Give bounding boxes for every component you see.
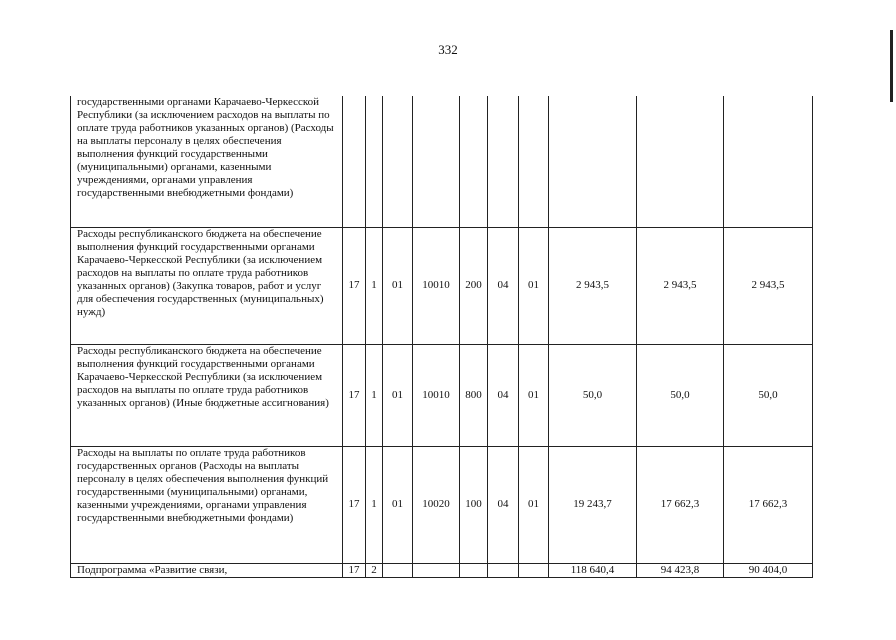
cell-amount-3: 50,0 <box>724 344 813 446</box>
cell-amount-1: 50,0 <box>549 344 637 446</box>
cell-amount-2: 94 423,8 <box>637 563 724 577</box>
page-number: 332 <box>438 42 458 57</box>
cell-amount-2: 17 662,3 <box>637 446 724 563</box>
cell-code-5 <box>460 96 488 227</box>
cell-code-5: 100 <box>460 446 488 563</box>
row-description: Подпрограмма «Развитие связи, <box>71 563 343 577</box>
cell-code-3: 01 <box>383 446 413 563</box>
row-description: Расходы на выплаты по оплате труда работников государственных органов (Расходы на выплаты персоналу в целях обеспечения выполнения функций государственными (муниципальными) органами, казенными учреждениями, органами управления государственными внебюджетными фондами) <box>71 446 343 563</box>
cell-amount-3: 90 404,0 <box>724 563 813 577</box>
row-description: Расходы республиканского бюджета на обеспечение выполнения функций государственными органами Карачаево-Черкесской Республики (за исключением расходов на выплаты по оплате труда работников указанных органов) (Иные бюджетные ассигнования) <box>71 344 343 446</box>
cell-amount-3: 2 943,5 <box>724 227 813 344</box>
table-row <box>71 344 813 446</box>
page-edge-mark <box>890 30 893 102</box>
cell-code-6: 04 <box>488 446 519 563</box>
cell-code-3 <box>383 563 413 577</box>
budget-table <box>70 96 813 578</box>
cell-code-5: 800 <box>460 344 488 446</box>
cell-amount-1: 118 640,4 <box>549 563 637 577</box>
cell-code-7: 01 <box>519 446 549 563</box>
table-row <box>71 96 813 227</box>
table-row <box>71 227 813 344</box>
cell-code-4 <box>413 96 460 227</box>
cell-code-6: 04 <box>488 344 519 446</box>
cell-code-4 <box>413 563 460 577</box>
cell-code-2: 1 <box>366 227 383 344</box>
cell-code-2: 1 <box>366 344 383 446</box>
cell-code-1: 17 <box>343 563 366 577</box>
cell-code-6 <box>488 563 519 577</box>
cell-code-2: 2 <box>366 563 383 577</box>
cell-code-7: 01 <box>519 344 549 446</box>
cell-code-1: 17 <box>343 344 366 446</box>
cell-amount-2: 50,0 <box>637 344 724 446</box>
cell-amount-3: 17 662,3 <box>724 446 813 563</box>
cell-amount-1: 2 943,5 <box>549 227 637 344</box>
table-row <box>71 446 813 563</box>
cell-amount-1 <box>549 96 637 227</box>
cell-code-1 <box>343 96 366 227</box>
cell-code-1: 17 <box>343 227 366 344</box>
row-description: Расходы республиканского бюджета на обеспечение выполнения функций государственными органами Карачаево-Черкесской Республики (за исключением расходов на выплаты по оплате труда работников указанных органов) (Закупка товаров, работ и услуг для обеспечения государственных (муниципальных) нужд) <box>71 227 343 344</box>
cell-code-2: 1 <box>366 446 383 563</box>
cell-code-4: 10010 <box>413 344 460 446</box>
cell-code-6: 04 <box>488 227 519 344</box>
cell-code-3: 01 <box>383 227 413 344</box>
cell-code-5 <box>460 563 488 577</box>
cell-amount-1: 19 243,7 <box>549 446 637 563</box>
cell-code-3: 01 <box>383 344 413 446</box>
cell-code-7 <box>519 96 549 227</box>
table-row <box>71 563 813 577</box>
cell-amount-3 <box>724 96 813 227</box>
cell-code-7: 01 <box>519 227 549 344</box>
cell-code-6 <box>488 96 519 227</box>
cell-code-1: 17 <box>343 446 366 563</box>
cell-amount-2: 2 943,5 <box>637 227 724 344</box>
cell-code-3 <box>383 96 413 227</box>
cell-code-5: 200 <box>460 227 488 344</box>
cell-code-4: 10020 <box>413 446 460 563</box>
cell-amount-2 <box>637 96 724 227</box>
cell-code-7 <box>519 563 549 577</box>
row-description: государственными органами Карачаево-Черкесской Республики (за исключением расходов на выплаты по оплате труда работников указанных органов) (Расходы на выплаты персоналу в целях обеспечения выполнения функций государственными (муниципальными) органами, казенными учреждениями, органами управления государственными внебюджетными фондами) <box>71 96 343 227</box>
cell-code-4: 10010 <box>413 227 460 344</box>
cell-code-2 <box>366 96 383 227</box>
